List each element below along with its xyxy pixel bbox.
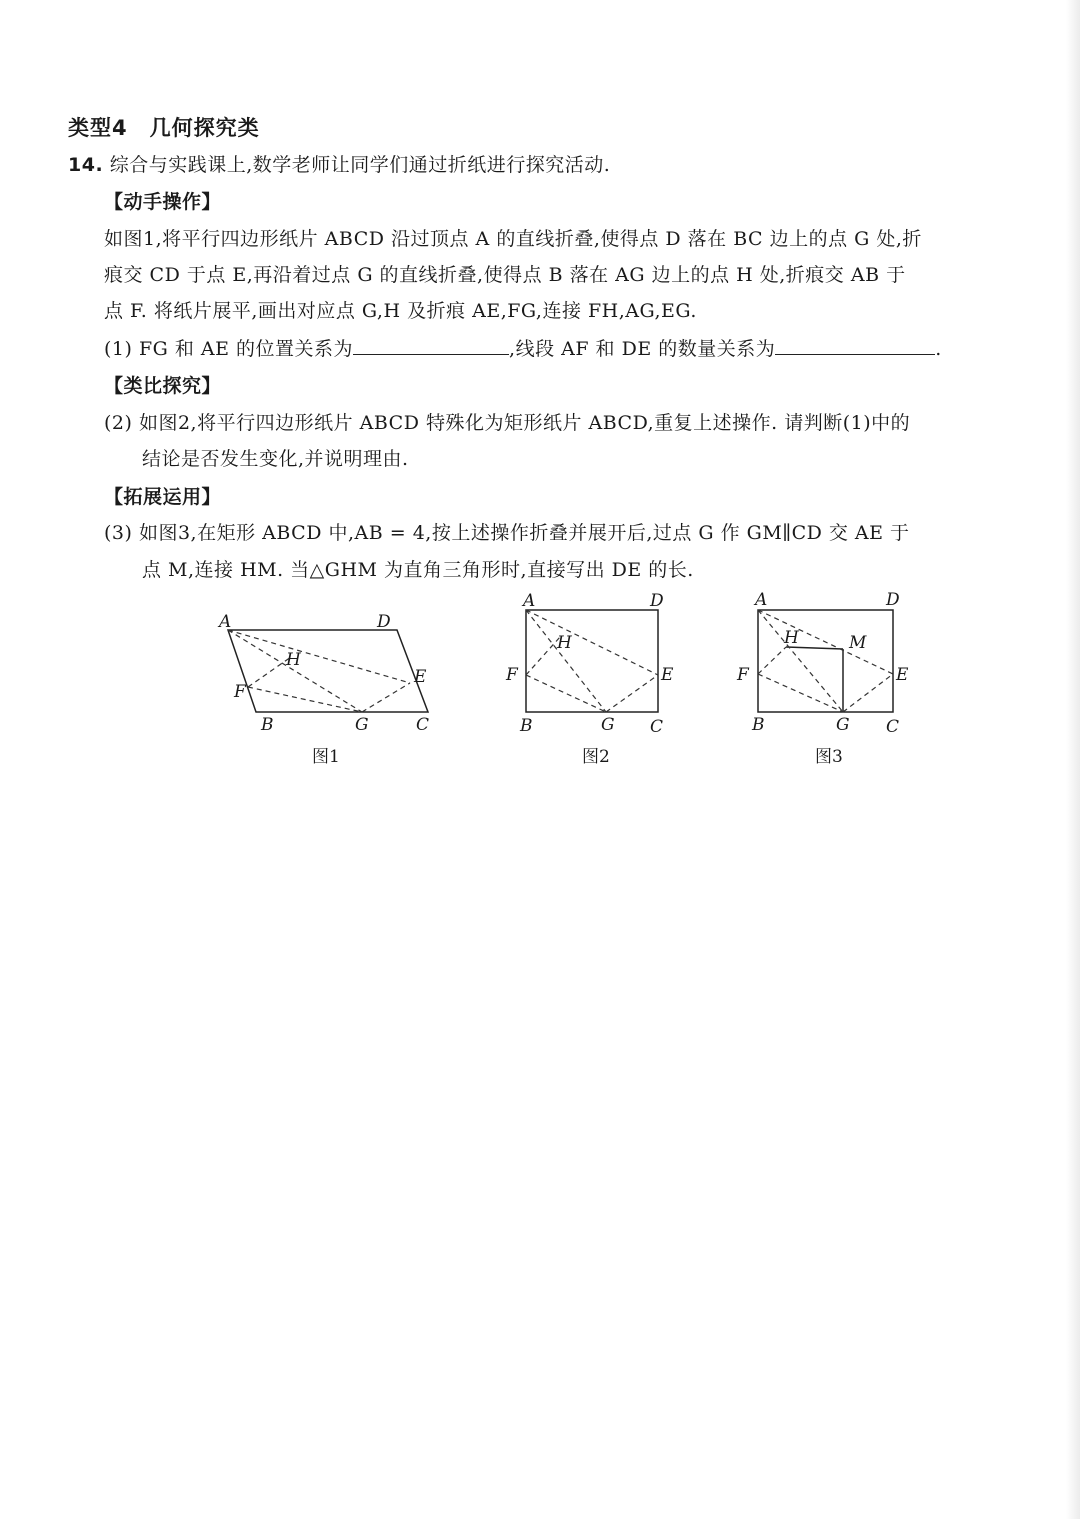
analogy-line-2: 结论是否发生变化,并说明理由.: [142, 448, 409, 470]
question-number: 14.: [68, 154, 104, 176]
fig3-label-A: A: [755, 590, 768, 610]
question-stem: 综合与实践课上,数学老师让同学们通过折纸进行探究活动.: [109, 154, 611, 176]
q1-text-a: (1) FG 和 AE 的位置关系为: [104, 338, 354, 360]
fig2-label-H: H: [557, 633, 572, 653]
fig1-label-D: D: [377, 612, 391, 632]
fig2-label-C: C: [650, 717, 664, 737]
fig3-crease-FG: [758, 674, 843, 712]
fig3-crease-AE: [758, 610, 893, 674]
q1-text-c: .: [935, 338, 942, 360]
figure-2-caption: 图2: [582, 747, 610, 767]
fig3-label-C: C: [886, 717, 900, 737]
analogy-line-1: (2) 如图2,将平行四边形纸片 ABCD 特殊化为矩形纸片 ABCD,重复上述操作. 请判断(1)中的: [104, 412, 911, 434]
fig2-label-E: E: [661, 665, 674, 685]
fig1-label-H: H: [286, 650, 301, 670]
fig2-label-D: D: [650, 591, 664, 611]
fig2-label-G: G: [601, 715, 615, 735]
fig1-label-C: C: [416, 715, 430, 735]
fig2-label-F: F: [506, 665, 518, 685]
fig2-label-B: B: [520, 716, 533, 736]
heading-hands-on: 【动手操作】: [104, 191, 222, 213]
fig3-label-E: E: [896, 665, 909, 685]
heading-analogy: 【类比探究】: [104, 375, 222, 397]
section-title: 类型4 几何探究类: [68, 116, 260, 140]
fig3-label-H: H: [784, 628, 799, 648]
fig3-rectangle: [758, 610, 893, 712]
q1-text-b: ,线段 AF 和 DE 的数量关系为: [509, 338, 776, 360]
fig2-label-A: A: [523, 591, 536, 611]
fig3-segment-EG: [843, 674, 893, 712]
figure-1-caption: 图1: [312, 747, 340, 767]
extension-line-2: 点 M,连接 HM. 当△GHM 为直角三角形时,直接写出 DE 的长.: [142, 559, 694, 581]
heading-extension: 【拓展运用】: [104, 486, 222, 508]
hands-on-line-3: 点 F. 将纸片展平,画出对应点 G,H 及折痕 AE,FG,连接 FH,AG,EG.: [104, 300, 697, 322]
fig1-label-E: E: [414, 667, 427, 687]
fig3-label-B: B: [752, 715, 765, 735]
fig1-label-G: G: [355, 715, 369, 735]
fig3-segment-FH: [758, 647, 786, 674]
fig3-label-M: M: [849, 633, 867, 653]
fig1-label-F: F: [234, 682, 246, 702]
hands-on-line-1: 如图1,将平行四边形纸片 ABCD 沿过顶点 A 的直线折叠,使得点 D 落在 BC 边上的点 G 处,折: [104, 228, 922, 250]
fig3-label-G: G: [836, 715, 850, 735]
extension-line-1: (3) 如图3,在矩形 ABCD 中,AB = 4,按上述操作折叠并展开后,过点 G 作 GM∥CD 交 AE 于: [104, 522, 910, 544]
fig3-label-F: F: [737, 665, 749, 685]
fig1-label-A: A: [219, 612, 232, 632]
figure-3-caption: 图3: [815, 747, 843, 767]
fig3-label-D: D: [886, 590, 900, 610]
hands-on-line-2: 痕交 CD 于点 E,再沿着过点 G 的直线折叠,使得点 B 落在 AG 边上的点 H 处,折痕交 AB 于: [104, 264, 906, 286]
fig1-label-B: B: [261, 715, 274, 735]
